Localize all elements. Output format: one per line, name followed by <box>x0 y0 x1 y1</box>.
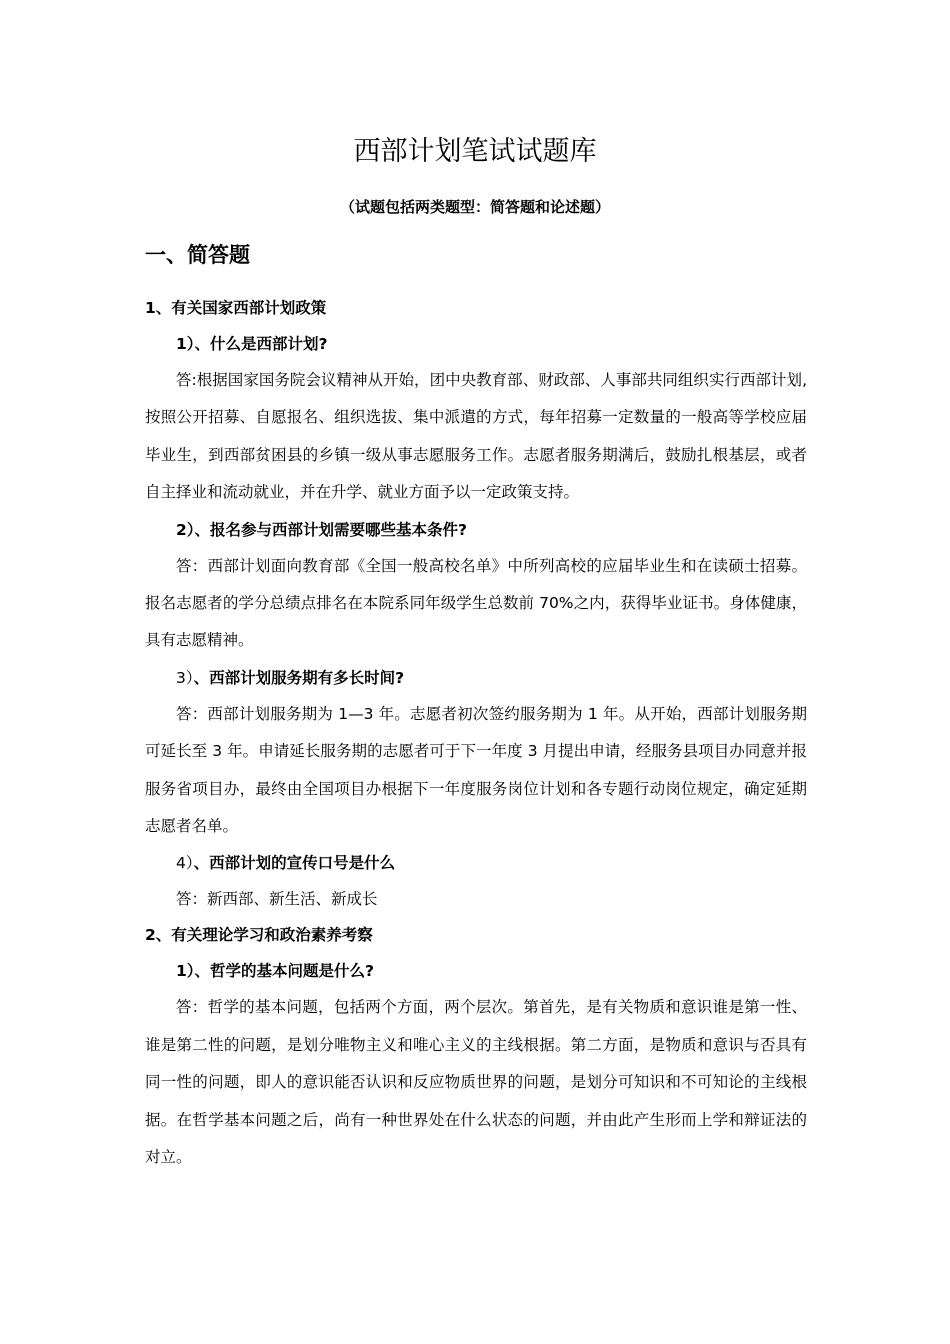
question-text: 、什么是西部计划? <box>194 335 328 353</box>
question-heading <box>145 660 807 696</box>
question-number: 1） <box>176 962 195 981</box>
question-heading <box>145 953 807 989</box>
question-number: 2） <box>176 520 195 539</box>
question-text: 、哲学的基本问题是什么? <box>194 962 375 981</box>
topic-heading: 1、有关国家西部计划政策 <box>145 299 327 317</box>
question-number: 4） <box>176 854 194 873</box>
document-body <box>145 290 807 1177</box>
section-heading: 一、简答题 <box>145 243 250 267</box>
question-text: 、报名参与西部计划需要哪些基本条件? <box>194 520 468 539</box>
question-number: 3） <box>176 668 194 687</box>
answer-paragraph: 答：西部计划面向教育部《全国一般高校名单》中所列高校的应届毕业生和在读硕士招募。报名志愿者的学分总绩点排名在本院系同年级学生总数前 70%之内，获得毕业证书。身体健康，具有志愿精神。 <box>145 556 807 650</box>
answer-paragraph: 答：西部计划服务期为 1—3 年。志愿者初次签约服务期为 1 年。从开始，西部计划服务期可延长至 3 年。申请延长服务期的志愿者可于下一年度 3 月提出申请，经服务县项目办同意并报服务省项目办，最终由全国项目办根据下一年度服务岗位计划和各专题行动岗位规定，确定延期志愿者名单。 <box>145 704 807 836</box>
answer-paragraph: 答：哲学的基本问题，包括两个方面，两个层次。第首先，是有关物质和意识谁是第一性、谁是第二性的问题，是划分唯物主义和唯心主义的主线根据。第二方面，是物质和意识与否具有同一性的问题，即人的意识能否认识和反应物质世界的问题，是划分可知识和不可知论的主线根据。在哲学基本问题之后，尚有一种世界处在什么状态的问题，并由此产生形而上学和辩证法的对立。 <box>145 998 807 1167</box>
question-heading <box>145 512 807 548</box>
answer-paragraph: 答:根据国家国务院会议精神从开始，团中央教育部、财政部、人事部共同组织实行西部计划,按照公开招募、自愿报名、组织选拔、集中派遣的方式，每年招募一定数量的一般高等学校应届毕业生，到西部贫困县的乡镇一级从事志愿服务工作。志愿者服务期满后，鼓励扎根基层，或者自主择业和流动就业，并在升学、就业方面予以一定政策支持。 <box>145 371 807 502</box>
question-text: 、西部计划服务期有多长时间? <box>193 668 405 687</box>
question-heading <box>145 845 807 881</box>
answer-paragraph: 答：新西部、新生活、新成长 <box>176 890 378 909</box>
topic-heading: 2、有关理论学习和政治素养考察 <box>145 926 373 945</box>
page-subtitle: （试题包括两类题型：简答题和论述题） <box>339 198 610 216</box>
question-heading <box>145 326 807 362</box>
page-title: 西部计划笔试试题库 <box>353 136 597 167</box>
question-text: 、西部计划的宣传口号是什么 <box>193 854 396 873</box>
question-number: 1） <box>176 335 195 353</box>
